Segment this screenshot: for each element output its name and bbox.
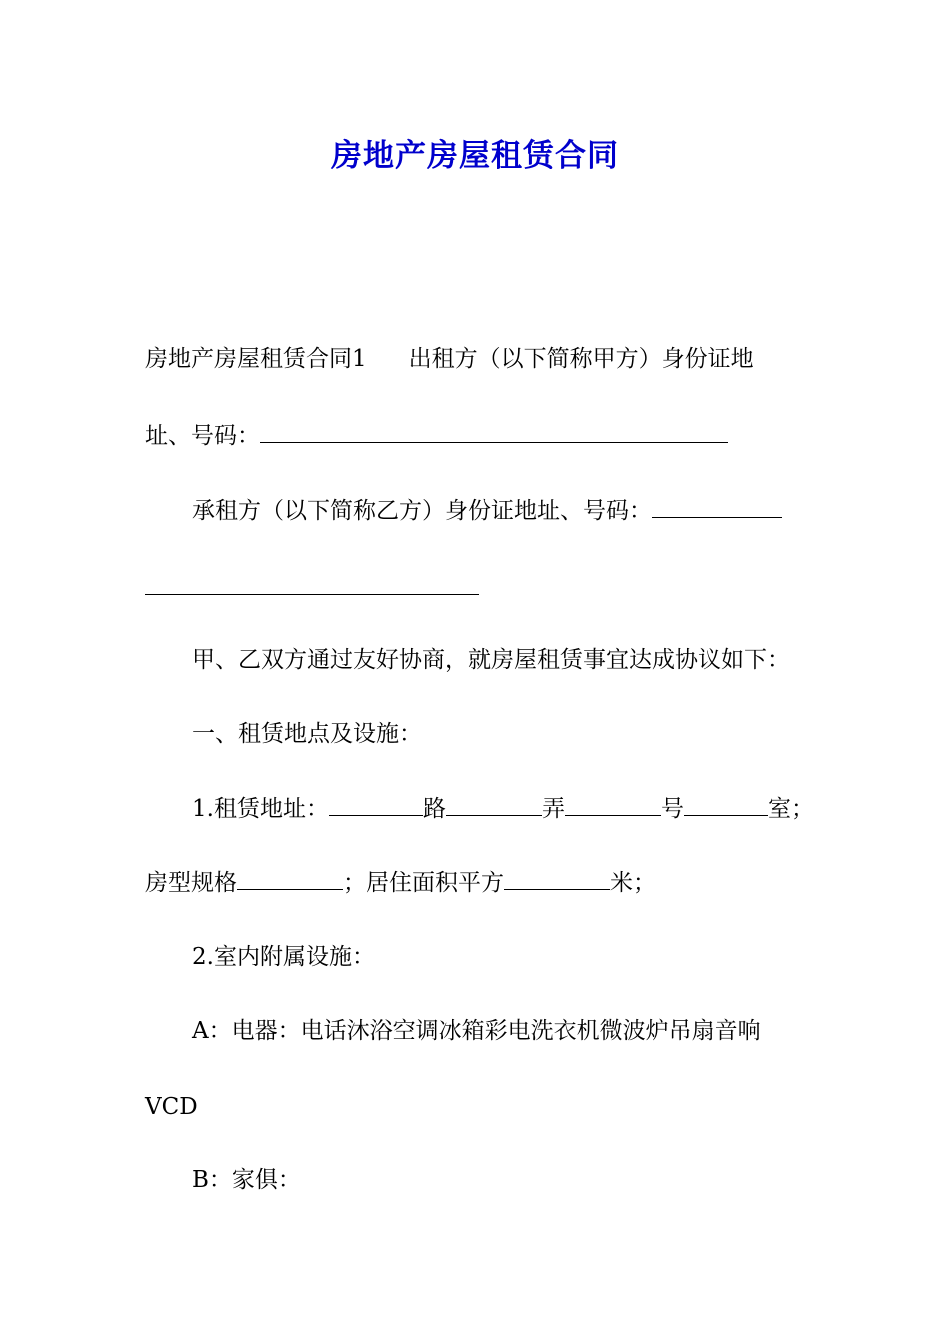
paragraph-appliances-cont: VCD — [145, 1094, 198, 1120]
lessor-id-label-cont: 址、号码： — [145, 423, 260, 449]
lessee-id-blank-cont[interactable] — [145, 594, 479, 595]
paragraph-contract-heading — [145, 344, 825, 374]
number-blank[interactable] — [565, 793, 661, 816]
room-label: 室； — [767, 796, 814, 822]
living-area-label: ；居住面积平方 — [343, 870, 504, 896]
paragraph-rental-address — [192, 793, 872, 824]
area-unit-label: 米； — [610, 870, 656, 896]
paragraph-room-spec — [145, 867, 825, 898]
living-area-blank[interactable] — [504, 867, 610, 890]
document-title: 房地产房屋租赁合同 — [331, 138, 619, 174]
room-type-label: 房型规格 — [145, 870, 237, 896]
paragraph-appliances: A：电器：电话沐浴空调冰箱彩电洗衣机微波炉吊扇音响 — [192, 1018, 761, 1044]
lessor-id-label: 出租方（以下简称甲方）身份证地 — [408, 346, 754, 372]
contract-number-label: 房地产房屋租赁合同1 — [145, 346, 367, 372]
rental-address-label: 1.租赁地址： — [192, 796, 329, 822]
room-type-blank[interactable] — [237, 867, 343, 890]
paragraph-agreement-intro: 甲、乙双方通过友好协商，就房屋租赁事宜达成协议如下： — [192, 647, 790, 673]
lane-label: 弄 — [541, 796, 565, 822]
lessee-id-blank[interactable] — [652, 495, 782, 518]
lessee-id-label: 承租方（以下简称乙方）身份证地址、号码： — [192, 498, 652, 524]
lessor-id-blank[interactable] — [260, 420, 728, 443]
paragraph-lessee-id — [192, 495, 872, 526]
lane-blank[interactable] — [446, 793, 542, 816]
paragraph-indoor-facilities: 2.室内附属设施： — [192, 944, 375, 970]
room-blank[interactable] — [684, 793, 768, 816]
paragraph-furniture: B：家俱： — [192, 1167, 301, 1193]
paragraph-lessor-id — [145, 420, 825, 451]
road-blank[interactable] — [329, 793, 423, 816]
road-label: 路 — [422, 796, 446, 822]
section-heading-rental-location: 一、租赁地点及设施： — [192, 721, 422, 747]
number-label: 号 — [660, 796, 684, 822]
